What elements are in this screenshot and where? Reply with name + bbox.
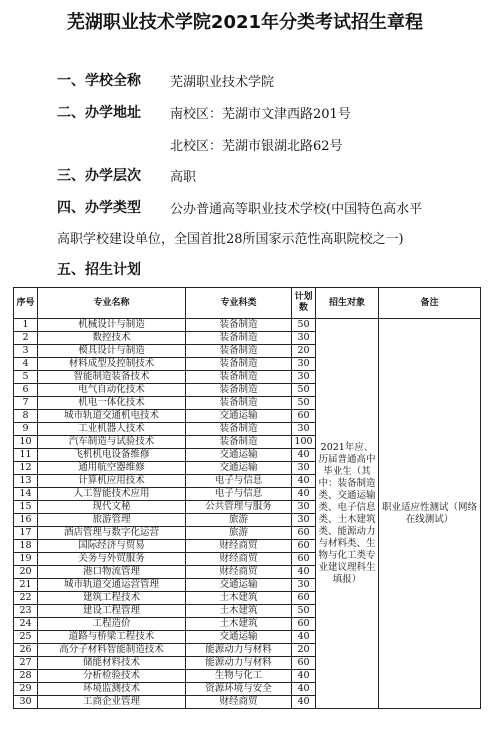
cell-plan: 40 <box>292 475 316 488</box>
cell-no: 6 <box>14 384 38 397</box>
table-header-row <box>14 288 481 319</box>
cell-category: 交通运输 <box>186 631 292 644</box>
cell-major: 机械设计与制造 <box>38 319 186 332</box>
cell-major: 飞机机电设备维修 <box>38 449 186 462</box>
cell-plan: 50 <box>292 384 316 397</box>
cell-major: 城市轨道交通运营管理 <box>38 579 186 592</box>
cell-category: 旅游 <box>186 527 292 540</box>
section-4-value: 公办普通高等职业技术学校(中国特色高水平 <box>170 202 423 217</box>
cell-no: 10 <box>14 436 38 449</box>
cell-major: 材料成型及控制技术 <box>38 358 186 371</box>
section-3-label: 三、办学层次 <box>57 168 141 184</box>
cell-category: 装备制造 <box>186 371 292 384</box>
table-row <box>14 319 481 332</box>
cell-no: 7 <box>14 397 38 410</box>
cell-plan: 60 <box>292 657 316 670</box>
cell-plan: 40 <box>292 449 316 462</box>
cell-remark-merged: 职业适应性测试（网络在线测试） <box>379 319 481 709</box>
cell-no: 18 <box>14 540 38 553</box>
cell-major: 城市轨道交通机电技术 <box>38 410 186 423</box>
cell-category: 交通运输 <box>186 410 292 423</box>
page-title: 芜湖职业技术学院2021年分类考试招生章程 <box>66 12 424 33</box>
section-3-value: 高职 <box>170 170 197 185</box>
cell-category: 财经商贸 <box>186 566 292 579</box>
cell-category: 财经商贸 <box>186 540 292 553</box>
cell-no: 4 <box>14 358 38 371</box>
cell-plan: 50 <box>292 319 316 332</box>
cell-major: 分析检验技术 <box>38 670 186 683</box>
section-4-label: 四、办学类型 <box>57 200 141 216</box>
table-body <box>14 319 481 709</box>
cell-no: 29 <box>14 683 38 696</box>
cell-no: 23 <box>14 605 38 618</box>
cell-major: 道路与桥梁工程技术 <box>38 631 186 644</box>
header-remark: 备注 <box>379 288 481 319</box>
cell-plan: 30 <box>292 332 316 345</box>
cell-major: 建筑工程技术 <box>38 592 186 605</box>
cell-plan: 40 <box>292 683 316 696</box>
cell-no: 3 <box>14 345 38 358</box>
cell-major: 环境监测技术 <box>38 683 186 696</box>
cell-major: 工业机器人技术 <box>38 423 186 436</box>
cell-category: 财经商贸 <box>186 553 292 566</box>
cell-category: 能源动力与材料 <box>186 657 292 670</box>
header-category: 专业科类 <box>186 288 292 319</box>
cell-plan: 30 <box>292 501 316 514</box>
cell-plan: 60 <box>292 527 316 540</box>
section-4-value-continued: 高职学校建设单位，全国首批28所国家示范性高职院校之一) <box>57 232 404 247</box>
cell-plan: 30 <box>292 514 316 527</box>
cell-category: 公共管理与服务 <box>186 501 292 514</box>
cell-plan: 40 <box>292 696 316 709</box>
cell-category: 装备制造 <box>186 345 292 358</box>
cell-plan: 40 <box>292 566 316 579</box>
cell-major: 酒店管理与数字化运营 <box>38 527 186 540</box>
cell-no: 15 <box>14 501 38 514</box>
cell-plan: 40 <box>292 670 316 683</box>
cell-no: 1 <box>14 319 38 332</box>
cell-category: 能源动力与材料 <box>186 644 292 657</box>
cell-plan: 30 <box>292 579 316 592</box>
cell-major: 计算机应用技术 <box>38 475 186 488</box>
cell-no: 9 <box>14 423 38 436</box>
section-1-value: 芜湖职业技术学院 <box>170 75 275 90</box>
cell-no: 14 <box>14 488 38 501</box>
cell-no: 13 <box>14 475 38 488</box>
cell-plan: 100 <box>292 436 316 449</box>
cell-major: 关务与外贸服务 <box>38 553 186 566</box>
enrollment-plan-table <box>13 287 481 709</box>
cell-major: 智能制造装备技术 <box>38 371 186 384</box>
cell-category: 土木建筑 <box>186 592 292 605</box>
section-2-value-south: 南校区：芜湖市文津西路201号 <box>170 107 351 122</box>
cell-category: 财经商贸 <box>186 696 292 709</box>
cell-no: 28 <box>14 670 38 683</box>
cell-category: 装备制造 <box>186 384 292 397</box>
cell-plan: 40 <box>292 488 316 501</box>
cell-no: 25 <box>14 631 38 644</box>
cell-no: 8 <box>14 410 38 423</box>
cell-category: 土木建筑 <box>186 605 292 618</box>
cell-plan: 20 <box>292 644 316 657</box>
cell-plan: 50 <box>292 397 316 410</box>
cell-category: 交通运输 <box>186 579 292 592</box>
cell-major: 现代文秘 <box>38 501 186 514</box>
cell-category: 装备制造 <box>186 319 292 332</box>
cell-plan: 60 <box>292 618 316 631</box>
cell-major: 建设工程管理 <box>38 605 186 618</box>
cell-category: 资源环境与安全 <box>186 683 292 696</box>
cell-category: 电子与信息 <box>186 488 292 501</box>
header-major: 专业名称 <box>38 288 186 319</box>
cell-no: 22 <box>14 592 38 605</box>
cell-plan: 60 <box>292 592 316 605</box>
cell-no: 30 <box>14 696 38 709</box>
header-target: 招生对象 <box>316 288 379 319</box>
cell-category: 装备制造 <box>186 423 292 436</box>
cell-category: 交通运输 <box>186 462 292 475</box>
cell-major: 旅游管理 <box>38 514 186 527</box>
cell-category: 装备制造 <box>186 358 292 371</box>
section-1-label: 一、学校全称 <box>57 73 141 89</box>
cell-category: 土木建筑 <box>186 618 292 631</box>
cell-plan: 40 <box>292 631 316 644</box>
cell-major: 国际经济与贸易 <box>38 540 186 553</box>
header-no: 序号 <box>14 288 38 319</box>
cell-major: 储能材料技术 <box>38 657 186 670</box>
cell-category: 装备制造 <box>186 332 292 345</box>
cell-no: 26 <box>14 644 38 657</box>
header-plan: 计划数 <box>292 288 316 319</box>
cell-category: 生物与化工 <box>186 670 292 683</box>
cell-no: 20 <box>14 566 38 579</box>
cell-major: 数控技术 <box>38 332 186 345</box>
cell-major: 高分子材料智能制造技术 <box>38 644 186 657</box>
cell-major: 港口物流管理 <box>38 566 186 579</box>
cell-no: 16 <box>14 514 38 527</box>
cell-no: 2 <box>14 332 38 345</box>
cell-major: 工商企业管理 <box>38 696 186 709</box>
cell-category: 电子与信息 <box>186 475 292 488</box>
section-5-label: 五、招生计划 <box>57 262 141 278</box>
cell-plan: 30 <box>292 462 316 475</box>
cell-plan: 30 <box>292 423 316 436</box>
cell-major: 汽车制造与试验技术 <box>38 436 186 449</box>
cell-plan: 60 <box>292 540 316 553</box>
cell-no: 17 <box>14 527 38 540</box>
cell-no: 21 <box>14 579 38 592</box>
cell-plan: 60 <box>292 553 316 566</box>
cell-category: 旅游 <box>186 514 292 527</box>
cell-no: 24 <box>14 618 38 631</box>
cell-major: 通用航空器维修 <box>38 462 186 475</box>
cell-no: 27 <box>14 657 38 670</box>
cell-major: 工程造价 <box>38 618 186 631</box>
cell-plan: 60 <box>292 410 316 423</box>
cell-no: 12 <box>14 462 38 475</box>
cell-no: 19 <box>14 553 38 566</box>
cell-no: 11 <box>14 449 38 462</box>
cell-plan: 30 <box>292 358 316 371</box>
cell-category: 装备制造 <box>186 397 292 410</box>
cell-plan: 30 <box>292 371 316 384</box>
cell-plan: 20 <box>292 345 316 358</box>
cell-target-merged: 2021年应、历届普通高中毕业生（其中：装备制造类、交通运输类、电子信息类、土木建筑类、能源动力与材料类、生物与化工类专业建议理科生填报） <box>316 319 379 709</box>
cell-category: 装备制造 <box>186 436 292 449</box>
cell-major: 模具设计与制造 <box>38 345 186 358</box>
cell-major: 机电一体化技术 <box>38 397 186 410</box>
section-2-value-north: 北校区：芜湖市银湖北路62号 <box>170 139 343 154</box>
section-2-label: 二、办学地址 <box>57 105 141 121</box>
cell-major: 电气自动化技术 <box>38 384 186 397</box>
cell-category: 交通运输 <box>186 449 292 462</box>
cell-no: 5 <box>14 371 38 384</box>
cell-plan: 50 <box>292 605 316 618</box>
cell-major: 人工智能技术应用 <box>38 488 186 501</box>
